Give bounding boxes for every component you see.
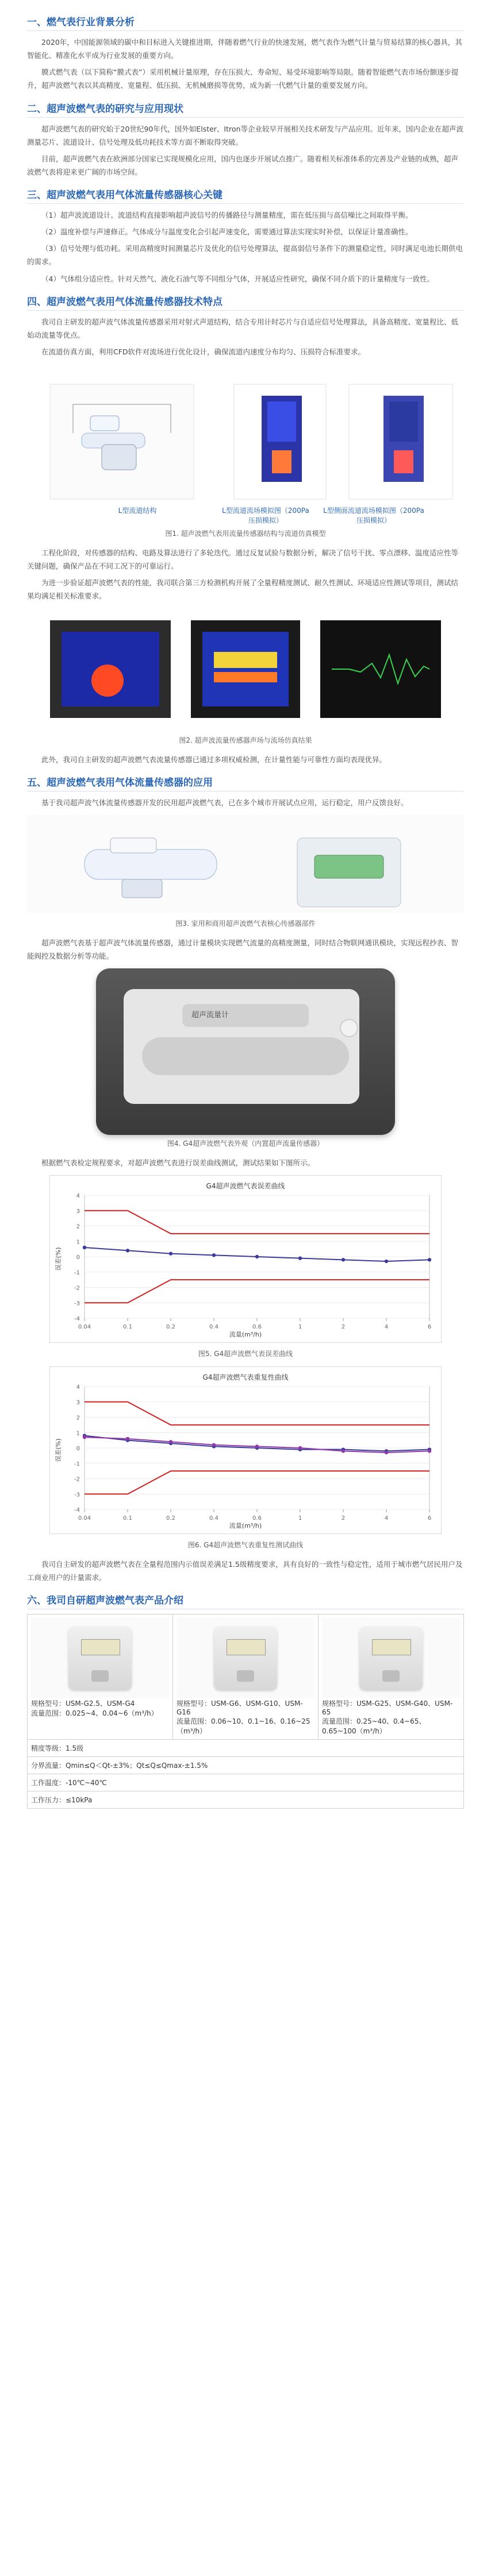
y-tick-label: 0 xyxy=(76,1446,80,1453)
spec-row: 工作压力：≤10kPa xyxy=(28,1791,464,1809)
series-point xyxy=(83,1246,86,1249)
section-5-paragraph: 超声波燃气表基于超声波气体流量传感器，通过计量模块实现燃气流量的高精度测量，同时结合物联网通讯模块，实现远程抄表、智能阀控及数据分析等功能。 xyxy=(27,938,459,960)
x-tick-label: 0.6 xyxy=(252,1515,262,1522)
product-flow-1: 流量范围：0.025~4、0.04~6（m³/h） xyxy=(31,1709,158,1718)
section-4-paragraph: 此外，我司自主研发的超声波燃气表流量传感器已通过多项权威检测，在计量性能与可靠性方面均表现优异。 xyxy=(41,755,387,764)
x-tick-label: 0.4 xyxy=(209,1324,218,1331)
x-tick-label: 6 xyxy=(427,1324,432,1331)
section-6-title: 六、我司自研超声波燃气表产品介绍 xyxy=(27,1592,464,1609)
y-tick-label: -4 xyxy=(74,1507,80,1514)
x-tick-label: 2 xyxy=(341,1515,346,1522)
x-tick-label: 0.1 xyxy=(123,1324,132,1331)
product-image-3 xyxy=(322,1618,460,1698)
y-tick-label: -4 xyxy=(74,1316,80,1323)
section-2-title: 二、超声波燃气表的研究与应用现状 xyxy=(27,101,464,118)
y-tick-label: 4 xyxy=(76,1193,80,1200)
sensor-structure-diagram xyxy=(27,364,464,508)
section-5-title: 五、超声波燃气表用气体流量传感器的应用 xyxy=(27,774,464,791)
x-tick-label: 4 xyxy=(384,1324,389,1331)
figure-2 xyxy=(27,609,464,732)
y-tick-label: 3 xyxy=(76,1399,80,1406)
series-point xyxy=(126,1437,129,1440)
series-point xyxy=(255,1445,259,1448)
error-curve-chart xyxy=(49,1175,442,1343)
section-3-paragraph: （1）超声波流道设计。流道结构直接影响超声波信号的传播路径与测量精度，需在低压损与高信噪比之间取得平衡。 xyxy=(41,211,413,219)
figure-5 xyxy=(27,1175,464,1345)
spec-row: 精度等级：1.5级 xyxy=(28,1740,464,1757)
x-tick-label: 0.2 xyxy=(166,1515,175,1522)
section-4-paragraph: 为进一步验证超声波燃气表的性能，我司联合第三方检测机构开展了全量程精度测试、耐久性测试、环境适应性测试等项目，测试结果均满足相关标准要求。 xyxy=(27,578,459,601)
figure-4 xyxy=(27,968,464,1135)
product-model-3: 规格型号：USM-G25、USM-G40、USM-65 xyxy=(322,1700,453,1717)
series-point xyxy=(385,1260,388,1263)
product-model-1: 规格型号：USM-G2.5、USM-G4 xyxy=(31,1700,135,1708)
x-axis-label: 流量(m³/h) xyxy=(229,1522,262,1530)
series-point xyxy=(255,1255,259,1258)
y-tick-label: 1 xyxy=(76,1430,80,1437)
y-tick-label: -3 xyxy=(74,1492,80,1499)
section-1-title: 一、燃气表行业背景分析 xyxy=(27,14,464,31)
section-3-paragraph: （3）信号处理与低功耗。采用高精度时间测量芯片及优化的信号处理算法，提高弱信号条件下的测量稳定性，同时满足电池长期供电的需求。 xyxy=(27,244,463,267)
product-model-2: 规格型号：USM-G6、USM-G10、USM-G16 xyxy=(177,1700,303,1717)
section-4-paragraph: 工程化阶段，对传感器的结构、电路及算法进行了多轮迭代。通过反复试验与数据分析，解决了信号干扰、零点漂移、温度适应性等关键问题，确保产品在不同工况下的可靠运行。 xyxy=(27,549,459,571)
series-point xyxy=(126,1249,129,1252)
product-flow-2: 流量范围：0.06~10、0.1~16、0.16~25（m³/h） xyxy=(177,1717,310,1736)
series-point xyxy=(342,1449,345,1453)
section-3-title: 三、超声波燃气表用气体流量传感器核心关键 xyxy=(27,187,464,204)
chart-title: G4超声波燃气表重复性曲线 xyxy=(202,1373,289,1382)
repeatability-chart xyxy=(49,1366,442,1534)
figure-2-caption: 图2. 超声波流量传感器声场与流场仿真结果 xyxy=(179,736,312,744)
meter-components xyxy=(27,815,464,913)
figure-1-caption: 图1. 超声波燃气表用流量传感器结构与流道仿真模型 xyxy=(165,530,326,538)
y-tick-label: -1 xyxy=(74,1269,80,1276)
section-1-paragraph: 膜式燃气表（以下简称“膜式表”）采用机械计量原理，存在压损大、寿命短、易受环境影响等局限。随着智能燃气表市场份额逐步提升，超声波燃气表以其高精度、宽量程、低压损、无机械磨损等优势，成为新一代燃气计量的重要发展方向。 xyxy=(27,68,459,90)
y-axis-label: 误差(%) xyxy=(55,1438,62,1462)
product-image-2 xyxy=(177,1618,314,1698)
figure-6 xyxy=(27,1366,464,1536)
series-point xyxy=(169,1440,172,1443)
section-5-paragraph: 基于我司超声波气体流量传感器开发的民用超声波燃气表，已在多个城市开展试点应用，运行稳定，用户反馈良好。 xyxy=(41,798,408,807)
series-point xyxy=(342,1258,345,1261)
product-image-1 xyxy=(31,1618,169,1698)
y-tick-label: -3 xyxy=(74,1300,80,1307)
x-tick-label: 6 xyxy=(427,1515,432,1522)
x-tick-label: 0.1 xyxy=(123,1515,132,1522)
y-tick-label: 4 xyxy=(76,1384,80,1391)
spec-row: 工作温度：-10℃~40℃ xyxy=(28,1774,464,1791)
figure-1 xyxy=(27,364,464,525)
series-point xyxy=(428,1449,431,1453)
section-4-paragraph: 我司自主研发的超声波气体流量传感器采用对射式声道结构，结合专用计时芯片与自适应信号处理算法，具备高精度、宽量程比、低始动流量等优点。 xyxy=(27,317,459,339)
x-tick-label: 0.04 xyxy=(78,1515,91,1522)
chart-title: G4超声波燃气表误差曲线 xyxy=(206,1182,285,1191)
series-point xyxy=(83,1435,86,1439)
series-point xyxy=(212,1443,216,1447)
x-axis-label: 流量(m³/h) xyxy=(229,1331,262,1339)
y-tick-label: -1 xyxy=(74,1461,80,1467)
series-point xyxy=(298,1446,302,1450)
simulation-results xyxy=(27,609,464,729)
figure-3 xyxy=(27,815,464,915)
figure-3-caption: 图3. 家用和商用超声波燃气表核心传感器部件 xyxy=(175,919,316,928)
x-tick-label: 4 xyxy=(384,1515,389,1522)
y-tick-label: 3 xyxy=(76,1208,80,1215)
figure-4-caption: 图4. G4超声波燃气表外观（内置超声流量传感器） xyxy=(167,1140,324,1148)
product-flow-3: 流量范围：0.25~40、0.4~65、0.65~100（m³/h） xyxy=(322,1717,426,1736)
x-tick-label: 2 xyxy=(341,1324,346,1331)
y-tick-label: 1 xyxy=(76,1239,80,1246)
x-tick-label: 0.4 xyxy=(209,1515,218,1522)
x-tick-label: 0.04 xyxy=(78,1324,91,1331)
product-spec-table xyxy=(27,1614,464,1809)
section-2-paragraph: 目前，超声波燃气表在欧洲部分国家已实现规模化应用，国内也逐步开展试点推广。随着相关标准体系的完善及产业链的成熟，超声波燃气表将迎来更广阔的市场空间。 xyxy=(27,154,459,176)
y-tick-label: 0 xyxy=(76,1254,80,1261)
spec-row: 分界流量：Qmin≤Q＜Qt-±3%；Qt≤Q≤Qmax-±1.5% xyxy=(28,1757,464,1774)
y-tick-label: -2 xyxy=(74,1476,80,1483)
section-4-paragraph: 在流道仿真方面，利用CFD软件对流场进行优化设计，确保流道内速度分布均匀、压损符合标准要求。 xyxy=(41,347,366,356)
section-3-paragraph: （4）气体组分适应性。针对天然气、液化石油气等不同组分气体，开展适应性研究，确保不同介质下的计量精度与一致性。 xyxy=(41,274,434,283)
section-3-paragraph: （2）温度补偿与声速修正。气体成分与温度变化会引起声速变化，需要通过算法实现实时补偿，以保证计量准确性。 xyxy=(41,227,413,237)
series-point xyxy=(212,1253,216,1257)
x-tick-label: 1 xyxy=(298,1324,302,1331)
y-axis-label: 误差(%) xyxy=(55,1247,62,1271)
section-4-title: 四、超声波燃气表用气体流量传感器技术特点 xyxy=(27,293,464,311)
figure-6-caption: 图6. G4超声波燃气表重复性测试曲线 xyxy=(187,1541,304,1550)
fig1-label-2: L型流道流场模拟图（200Pa压损模拟） xyxy=(222,507,309,524)
section-5-paragraph: 我司自主研发的超声波燃气表在全量程范围内示值误差满足1.5级精度要求，具有良好的一致性与稳定性，适用于城市燃气居民用户及工商业用户的计量需求。 xyxy=(27,1560,463,1582)
figure-5-caption: 图5. G4超声波燃气表误差曲线 xyxy=(198,1350,293,1358)
series-point xyxy=(298,1257,302,1260)
y-tick-label: 2 xyxy=(76,1415,80,1422)
series-point xyxy=(385,1451,388,1454)
article xyxy=(27,0,464,1809)
x-tick-label: 0.6 xyxy=(252,1324,262,1331)
series-point xyxy=(428,1258,431,1261)
fig1-label-1: L型流道结构 xyxy=(118,507,157,515)
section-1-paragraph: 2020年，中国能源领域的碳中和目标进入关键推进期，伴随着燃气行业的快速发展，燃气表作为燃气计量与贸易结算的核心器具，其智能化、精准化水平成为行业发展的重要方向。 xyxy=(27,38,462,60)
meter-display-text: 超声流量计 xyxy=(191,1011,229,1019)
section-2-paragraph: 超声波燃气表的研究始于20世纪90年代，国外如Elster、Itron等企业较早开展相关技术研发与产品应用。近年来，国内企业在超声波测量芯片、流道设计、信号处理及低功耗技术等方面不断取得突破。 xyxy=(27,124,463,146)
y-tick-label: 2 xyxy=(76,1223,80,1230)
section-5-paragraph: 根据燃气表检定规程要求，对超声波燃气表进行误差曲线测试，测试结果如下图所示。 xyxy=(41,1158,315,1167)
series-point xyxy=(169,1252,172,1256)
x-tick-label: 1 xyxy=(298,1515,302,1522)
x-tick-label: 0.2 xyxy=(166,1324,175,1331)
y-tick-label: -2 xyxy=(74,1285,80,1292)
fig1-label-3: L型侧面流道流场模拟图（200Pa压损模拟） xyxy=(323,507,424,524)
